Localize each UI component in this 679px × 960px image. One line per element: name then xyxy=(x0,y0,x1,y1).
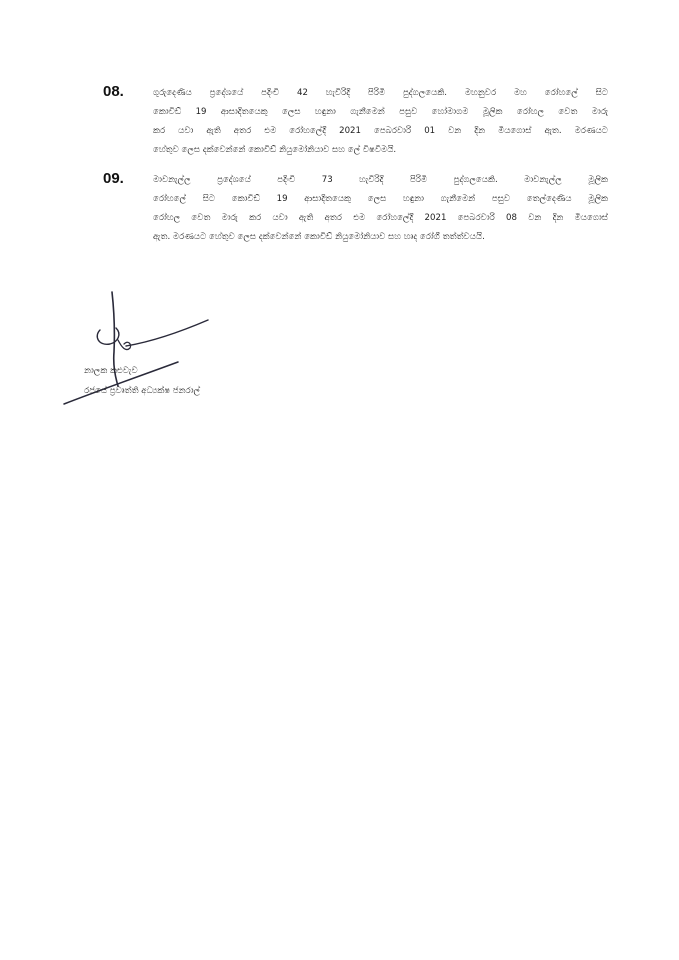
item-number: 09. xyxy=(103,170,124,187)
item-line: හේතුව ලෙස දක්වෙන්නේ කොවිඩ් නියුමෝනියාව සහ ලේ විෂවීමයි. xyxy=(153,145,397,155)
item-line: රෝහලේ සිට කොවිඩ් 19 ආසාදිතයෙකු ලෙස හඳුනා ගැනීමෙන් පසුව තෙල්දෙණිය මූලික xyxy=(153,194,608,204)
signer-title: රජයේ ප්‍රවෘත්ති අධ්‍යක්ෂ ජනරාල් xyxy=(84,386,201,396)
item-body xyxy=(153,171,608,247)
signature-block xyxy=(60,290,300,410)
item-number: 08. xyxy=(103,83,124,100)
item-line: ගුරුදෙණිය ප්‍රදේශයේ පදිංචි 42 හැවිරිදි පිරිමි පුද්ගලයෙකි. මහනුවර මහ රෝහලේ සිට xyxy=(153,88,608,98)
report-item-09 xyxy=(103,170,608,260)
item-line: රෝහල වෙත මාරු කර යවා ඇති අතර එම රෝහලේදී 2021 පෙබරවාරි 08 වන දින මියගොස් xyxy=(153,213,608,223)
item-line: කොවිඩ් 19 ආසාදිතයෙකු ලෙස හඳුනා ගැනීමෙන් පසුව හෝමාගම මූලික රෝහල වෙත මාරු xyxy=(153,107,608,117)
item-line: මාවනැල්ල ප්‍රදේශයේ පදිංචි 73 හැවිරිදි පිරිමි පුද්ගලයෙකි. මාවනැල්ල මූලික xyxy=(153,175,608,185)
item-line: කර යවා ඇති අතර එම රෝහලේදී 2021 පෙබරවාරි 01 වන දින මියගොස් ඇත. මරණයට xyxy=(153,126,608,136)
item-body xyxy=(153,84,608,160)
signer-name: නාලක කළුවැව xyxy=(84,366,138,376)
item-line: ඇත. මරණයට හේතුව ලෙස දක්වෙන්නේ කොවිඩ් නියුමෝනියාව සහ හෘද රෝගී තත්ත්වයයි. xyxy=(153,232,485,242)
